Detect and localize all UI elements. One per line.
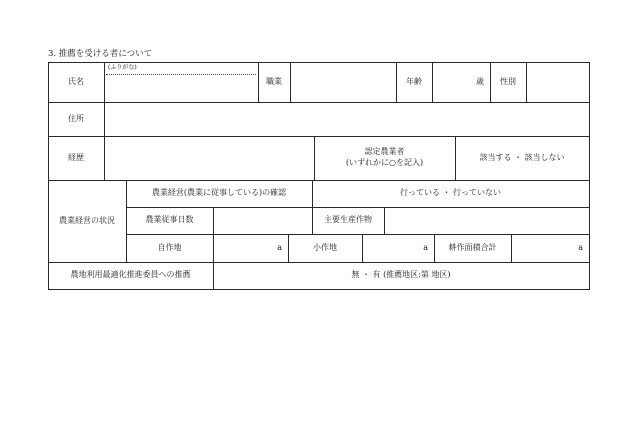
sex-label: 性別 bbox=[500, 76, 516, 86]
table-col-divider bbox=[213, 207, 214, 234]
certified-farmer-note: (いずれかに○を記入) bbox=[345, 158, 424, 167]
total-area-unit: a bbox=[578, 242, 583, 252]
owned-land-unit: a bbox=[277, 242, 282, 252]
farm-days-label: 農業従事日数 bbox=[145, 215, 194, 225]
certified-farmer-cell bbox=[314, 136, 455, 180]
certified-farmer-title: 認定農業者 bbox=[364, 147, 405, 157]
history-label: 経歴 bbox=[68, 152, 84, 162]
table-border-bottom bbox=[48, 289, 590, 290]
table-col-divider bbox=[104, 136, 105, 180]
recommend-label: 農地利用最適化推進委員への推薦 bbox=[70, 270, 191, 280]
tenant-land-label: 小作地 bbox=[313, 242, 337, 252]
address-label: 住所 bbox=[68, 113, 84, 123]
table-col-divider bbox=[384, 207, 385, 234]
occupation-label: 職業 bbox=[266, 76, 282, 86]
furigana-label: (ふりがな) bbox=[108, 64, 137, 71]
table-col-divider bbox=[290, 62, 291, 102]
table-col-divider bbox=[104, 62, 105, 136]
table-row-divider bbox=[48, 102, 590, 103]
table-col-divider bbox=[526, 62, 527, 102]
main-crop-label: 主要生産作物 bbox=[324, 215, 372, 225]
tenant-land-unit: a bbox=[423, 242, 428, 252]
section-heading: 3. 推薦を受ける者について bbox=[48, 49, 153, 59]
recommend-options: 無 ・ 有 (推薦地区:第 地区) bbox=[351, 270, 451, 280]
total-area-label: 耕作面積合計 bbox=[448, 242, 497, 252]
age-unit: 歳 bbox=[476, 76, 484, 86]
age-label: 年齢 bbox=[406, 76, 422, 86]
furigana-divider bbox=[106, 74, 256, 75]
farm-status-label: 農業経営の状況 bbox=[59, 215, 115, 225]
farm-confirm-options: 行っている ・ 行っていない bbox=[399, 188, 502, 198]
certified-farmer-options: 該当する ・ 該当しない bbox=[479, 152, 565, 162]
table-border-right bbox=[589, 62, 590, 290]
farm-confirm-label: 農業経営(農業に従事している)の確認 bbox=[151, 188, 287, 198]
owned-land-label: 自作地 bbox=[157, 242, 182, 252]
name-label: 氏名 bbox=[68, 76, 84, 86]
